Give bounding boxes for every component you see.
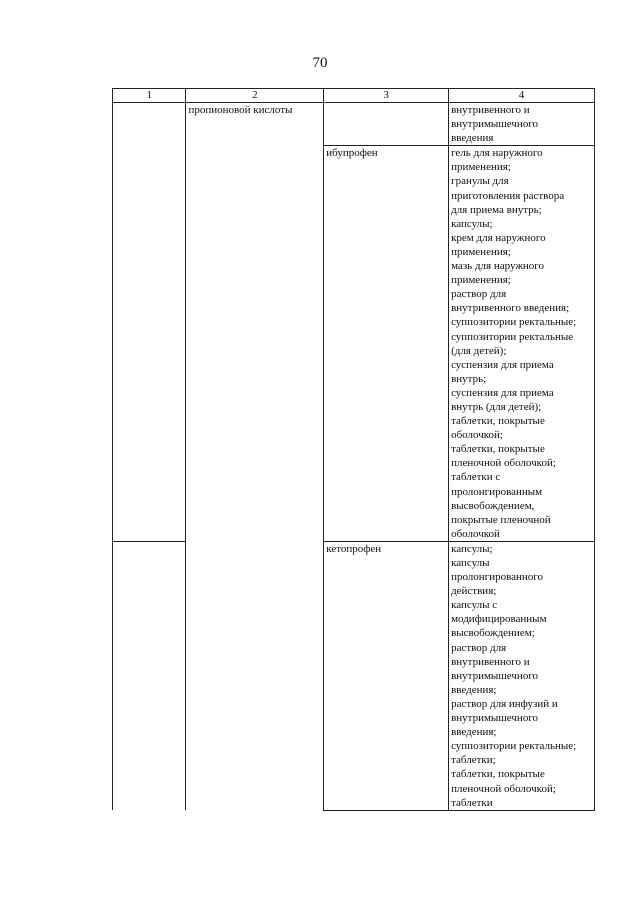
dosage-form-line: суспензия для приема	[451, 386, 554, 399]
code-cell	[113, 146, 186, 542]
header-cell-2: 2	[186, 89, 324, 103]
dosage-form-line: таблетки, покрытые	[451, 415, 545, 428]
dosage-form-line: суспензия для приема	[451, 358, 554, 371]
dosage-form-line: капсулы;	[451, 217, 493, 230]
dosage-form-line: внутрь (для детей);	[451, 400, 542, 413]
header-cell-4: 4	[449, 89, 595, 103]
drug-name-cell: ибупрофен	[324, 146, 449, 542]
dosage-form-line: применения;	[451, 161, 511, 174]
dosage-form-line: внутривенного и	[451, 655, 530, 668]
dosage-form-line: внутримышечного	[451, 712, 539, 725]
drug-name-cell: кетопрофен	[324, 541, 449, 810]
page-number: 70	[312, 55, 328, 71]
dosage-form-line: раствор для	[451, 641, 507, 654]
drug-table	[112, 88, 595, 811]
group-cell	[186, 541, 324, 810]
dosage-form-line: раствор для	[451, 288, 507, 301]
dosage-form-line: капсулы	[451, 557, 490, 569]
dosage-form-line: капсулы;	[451, 542, 493, 555]
dosage-form-line: внутривенного введения;	[451, 302, 570, 315]
dosage-form-line: введения;	[451, 726, 497, 739]
code-cell	[113, 541, 186, 810]
dosage-form-line: суппозитории ректальные;	[451, 740, 577, 753]
dosage-form-line: капсулы с	[451, 599, 498, 612]
dosage-form-line: введения;	[451, 683, 497, 696]
dosage-forms-cell	[449, 146, 595, 542]
dosage-form-line: модифицированным	[451, 613, 547, 626]
header-cell-3: 3	[324, 89, 449, 103]
dosage-form-line: внутрь;	[451, 372, 487, 385]
dosage-form-line: применения;	[451, 274, 511, 287]
dosage-form-line: суппозитории ректальные	[451, 330, 574, 343]
dosage-form-line: приготовления раствора	[451, 189, 565, 202]
dosage-form-line: внутримышечного	[451, 118, 539, 131]
table-row	[113, 541, 595, 810]
dosage-forms-cell	[449, 103, 595, 146]
dosage-form-line: суппозитории ректальные;	[451, 316, 577, 329]
dosage-form-line: пролонгированным	[451, 485, 543, 498]
dosage-form-line: пролонгированного	[451, 571, 544, 584]
dosage-form-line: таблетки, покрытые	[451, 768, 545, 781]
dosage-form-line: таблетки	[451, 796, 493, 809]
dosage-form-line: действия;	[451, 585, 497, 598]
dosage-form-line: крем для наружного	[451, 231, 546, 244]
dosage-form-line: гранулы для	[451, 175, 509, 188]
header-cell-1: 1	[113, 89, 186, 103]
code-cell	[113, 103, 186, 146]
dosage-form-line: таблетки с	[451, 471, 501, 484]
dosage-form-line: введения	[451, 132, 494, 145]
table-row	[113, 146, 595, 542]
dosage-form-line: (для детей);	[451, 344, 507, 357]
dosage-form-line: раствор для инфузий и	[451, 697, 558, 710]
dosage-form-line: высвобождением;	[451, 627, 535, 640]
dosage-form-line: мазь для наружного	[451, 260, 545, 273]
dosage-form-line: покрытые пленочной	[451, 513, 551, 526]
dosage-form-line: оболочкой;	[451, 429, 503, 442]
drug-name-cell	[324, 103, 449, 146]
dosage-form-line: внутривенного и	[451, 104, 530, 116]
dosage-form-line: оболочкой	[451, 527, 500, 540]
table-row	[113, 103, 595, 146]
dosage-form-line: таблетки, покрытые	[451, 443, 545, 456]
table-header-row	[113, 89, 595, 103]
dosage-form-line: для приема внутрь;	[451, 203, 542, 216]
dosage-form-line: пленочной оболочкой;	[451, 782, 556, 795]
dosage-forms-cell	[449, 541, 595, 810]
dosage-form-line: высвобождением,	[451, 499, 535, 512]
dosage-form-line: таблетки;	[451, 754, 496, 767]
dosage-form-line: гель для наружного	[451, 147, 543, 160]
dosage-form-line: применения;	[451, 245, 511, 258]
group-cell: пропионовой кислоты	[186, 103, 324, 146]
group-cell	[186, 146, 324, 542]
dosage-form-line: внутримышечного	[451, 669, 539, 682]
dosage-form-line: пленочной оболочкой;	[451, 457, 556, 470]
